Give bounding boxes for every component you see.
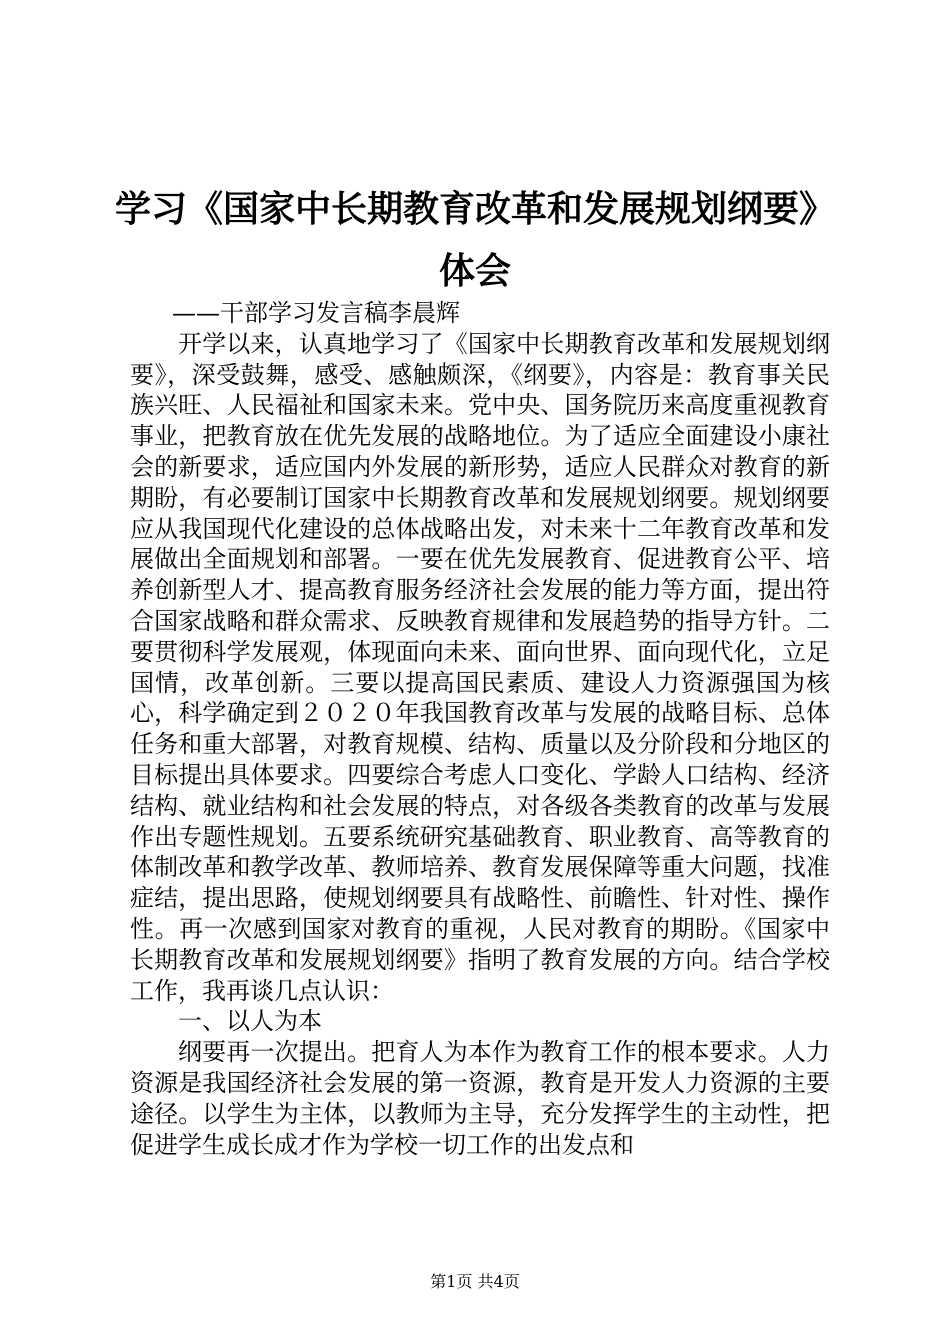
page-number-footer: 第1页 共4页 [430, 1272, 520, 1291]
paragraph-intro: 开学以来，认真地学习了《国家中长期教育改革和发展规划纲要》，深受鼓舞，感受、感触颇深，《纲要》，内容是：教育事关民族兴旺、人民福祉和国家未来。党中央、国务院历来高度重视教育事业，把教育放在优先发展的战略地位。为了适应全面建设小康社会的新要求，适应国内外发展的新形势，适应人民群众对教育的新期盼，有必要制订国家中长期教育改革和发展规划纲要。规划纲要应从我国现代化建设的总体战略出发，对未来十二年教育改革和发展做出全面规划和部署。一要在优先发展教育、促进教育公平、培养创新型人才、提高教育服务经济社会发展的能力等方面，提出符合国家战略和群众需求、反映教育规律和发展趋势的指导方针。二要贯彻科学发展观，体现面向未来、面向世界、面向现代化，立足国情，改革创新。三要以提高国民素质、建设人力资源强国为核心，科学确定到２０２０年我国教育改革与发展的战略目标、总体任务和重大部署，对教育规模、结构、质量以及分阶段和分地区的目标提出具体要求。四要综合考虑人口变化、学龄人口结构、经济结构、就业结构和社会发展的特点，对各级各类教育的改革与发展作出专题性规划。五要系统研究基础教育、职业教育、高等教育的体制改革和教学改革、教师培养、教育发展保障等重大问题，找准症结，提出思路，使规划纲要具有战略性、前瞻性、针对性、操作性。再一次感到国家对教育的重视，人民对教育的期盼。《国家中长期教育改革和发展规划纲要》指明了教育发展的方向。结合学校工作，我再谈几点认识： [130, 329, 830, 1005]
document-subtitle: ——干部学习发言稿李晨辉 [172, 299, 460, 327]
document-body [130, 298, 830, 1160]
paragraph-people-oriented: 纲要再一次提出。把育人为本作为教育工作的根本要求。人力资源是我国经济社会发展的第一资源，教育是开发人力资源的主要途径。以学生为主体，以教师为主导，充分发挥学生的主动性，把促进学生成长成才作为学校一切工作的出发点和 [130, 1038, 830, 1159]
section-heading-people-oriented: 一、以人为本 [178, 1007, 322, 1036]
document-title-line-2: 体会 [438, 251, 511, 292]
document-title-line-1: 学习《国家中长期教育改革和发展规划纲要》 [114, 189, 835, 230]
